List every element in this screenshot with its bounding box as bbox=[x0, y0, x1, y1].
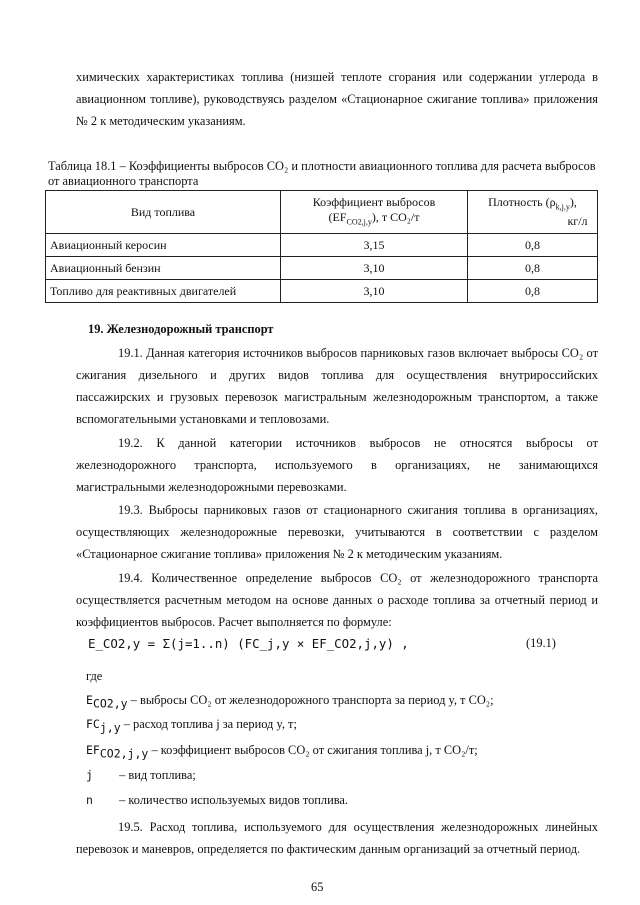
paragraph-19-4: 19.4. Количественное определение выбросов CO₂ от железнодорожного транспорта осуществляется расчетным методом на основе данных о расходе топлива за отчетный период и коэффициентов выбросов. Расчет выполняется по формуле: bbox=[76, 571, 598, 629]
cell-density: 0,8 bbox=[468, 234, 598, 257]
header-emission-factor: Коэффициент выбросов $(EF_{CO2,j,y})$, т CO₂/т bbox=[281, 191, 468, 234]
paragraph-19-5: 19.5. Расход топлива, используемого для осуществления железнодорожных линейных перевозок и маневров, определяется по фактическим данным организаций за отчетный период. bbox=[76, 820, 598, 856]
paragraph-19-2: 19.2. К данной категории источников выбросов не относятся выбросы от железнодорожного транспорта, используемого в организациях, не занимающихся магистральными железнодорожными перевозками. bbox=[76, 436, 598, 494]
header-fuel-type: Вид топлива bbox=[46, 191, 281, 234]
where-label: где bbox=[86, 669, 103, 683]
table-row bbox=[46, 257, 598, 280]
intro-paragraph: химических характеристиках топлива (низшей теплоте сгорания или содержании углерода в авиационном топливе), руководствуясь разделом «Стационарное сжигание топлива» приложения № 2 к методическим указаниям. bbox=[76, 70, 598, 128]
cell-density: 0,8 bbox=[468, 280, 598, 303]
formula-19-1: E_CO2,y = Σ(j=1..n) (FC_j,y × EF_CO2,j,y) , bbox=[88, 636, 409, 651]
cell-fuel: Топливо для реактивных двигателей bbox=[46, 280, 281, 303]
definition-item: $FC_{j,y}$ – расход топлива j за период y, т; bbox=[86, 717, 297, 735]
paragraph-19-3: 19.3. Выбросы парниковых газов от стационарного сжигания топлива в организациях, осуществляющих железнодорожные перевозки, учитываются в соответствии с разделом «Стационарное сжигание топлива» приложения № 2 к методическим указаниям. bbox=[76, 503, 598, 561]
table-header-row bbox=[46, 191, 598, 234]
cell-density: 0,8 bbox=[468, 257, 598, 280]
cell-ef: 3,10 bbox=[281, 257, 468, 280]
definition-item: $E_{CO2,y}$ – выбросы CO₂ от железнодорожного транспорта за период y, т CO₂; bbox=[86, 693, 494, 711]
table-caption: Таблица 18.1 – Коэффициенты выбросов CO₂ и плотности авиационного топлива для расчета выбросов от авиационного транспорта bbox=[48, 159, 596, 188]
cell-fuel: Авиационный бензин bbox=[46, 257, 281, 280]
table-row bbox=[46, 234, 598, 257]
cell-ef: 3,10 bbox=[281, 280, 468, 303]
paragraph-19-1: 19.1. Данная категория источников выбросов парниковых газов включает выбросы CO₂ от сжигания дизельного и других видов топлива для осуществления внутрироссийских пассажирских и грузовых перевозок магистральным железнодорожным транспортом, а также вспомогательными установками и тепловозами. bbox=[76, 346, 598, 426]
page-number: 65 bbox=[311, 880, 324, 894]
fuel-table bbox=[45, 190, 598, 303]
cell-fuel: Авиационный керосин bbox=[46, 234, 281, 257]
definition-item: $EF_{CO2,j,y}$ – коэффициент выбросов CO₂ от сжигания топлива j, т CO₂/т; bbox=[86, 743, 478, 761]
section-heading: 19. Железнодорожный транспорт bbox=[88, 322, 274, 336]
definition-item: n – количество используемых видов топлива. bbox=[86, 793, 349, 807]
formula-number: (19.1) bbox=[526, 636, 556, 650]
cell-ef: 3,15 bbox=[281, 234, 468, 257]
table-row bbox=[46, 280, 598, 303]
header-density: Плотность $(\rho_{k,j,y})$, кг/л bbox=[468, 191, 598, 234]
definition-item: j – вид топлива; bbox=[86, 768, 196, 782]
